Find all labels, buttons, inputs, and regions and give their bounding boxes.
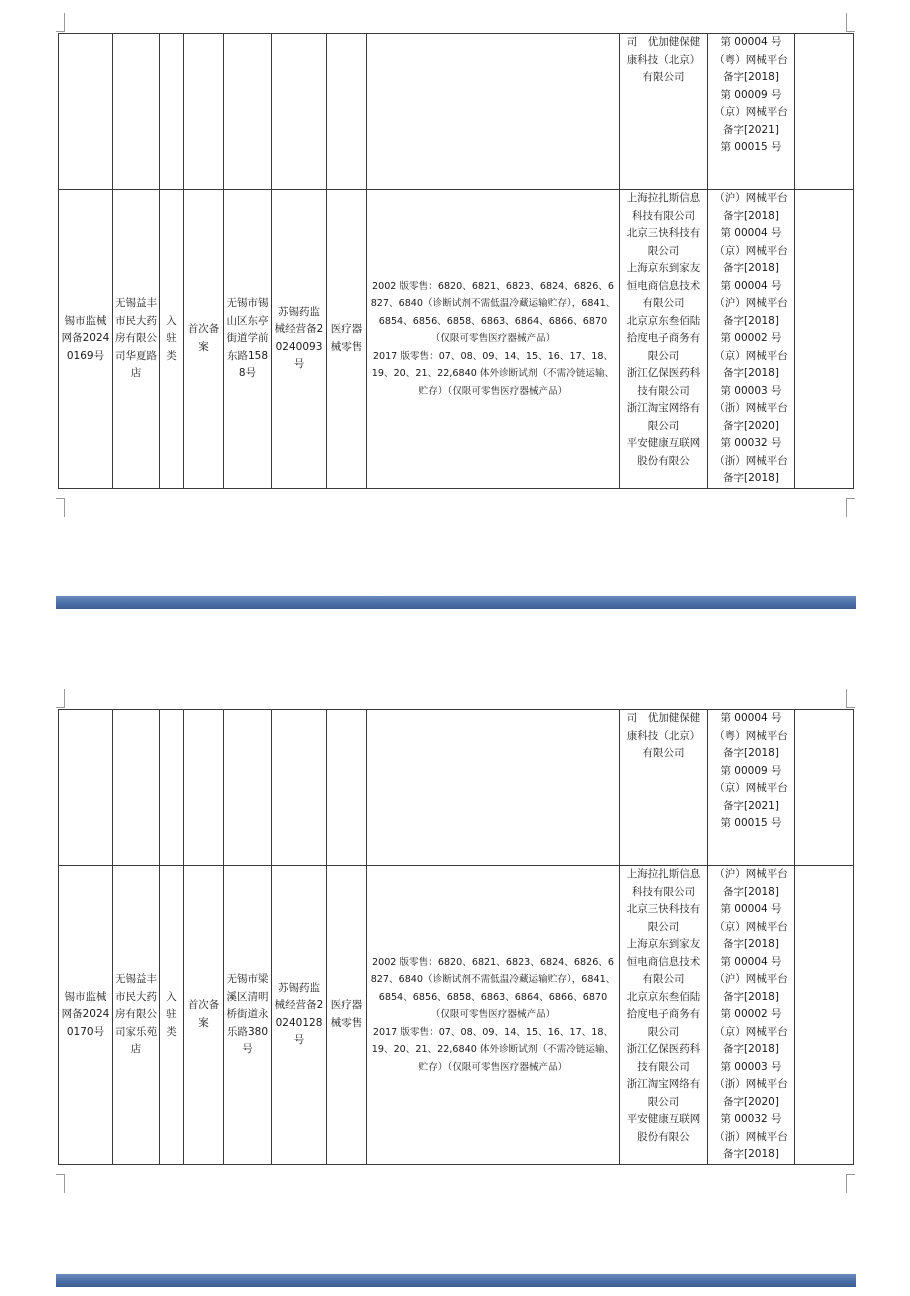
cell-entry-type [160, 710, 184, 866]
scope-2002: 2002 版零售：6820、6821、6823、6824、6826、6827、6840（诊断试剂不需低温冷藏运输贮存），6841、6854、6856、6858、6863、6864、6866、6870（仅限可零售医疗器械产品） [370, 280, 616, 344]
crop-mark-top-right [846, 689, 855, 708]
cell-record-numbers [708, 710, 795, 866]
crop-mark-top-right [846, 13, 855, 32]
platform-name: 司 优加健保健康科技（北京）有限公司 [626, 712, 701, 759]
record-line: （浙）网械平台备字[2020] [714, 402, 788, 432]
cell-platforms [620, 866, 708, 1165]
cell-address [224, 710, 272, 866]
record-line: 第 00009 号 [720, 88, 782, 101]
cell-entry-type [160, 34, 184, 190]
cell-category [327, 710, 367, 866]
scope-2017: 2017 版零售：07、08、09、14、15、16、17、18、19、20、21、22,6840 体外诊断试剂（不需冷链运输、贮存）（仅限可零售医疗器械产品） [371, 350, 615, 397]
platform-name: 北京京东叁佰陆拾度电子商务有限公司 [626, 314, 701, 362]
platform-name: 北京京东叁佰陆拾度电子商务有限公司 [626, 990, 701, 1038]
cell-filing-type [184, 34, 224, 190]
continued-row [59, 34, 854, 190]
cell-category: 医疗器械零售 [327, 866, 367, 1165]
scope-2017: 2017 版零售：07、08、09、14、15、16、17、18、19、20、21、22,6840 体外诊断试剂（不需冷链运输、贮存）（仅限可零售医疗器械产品） [371, 1026, 615, 1073]
record-line: 第 00004 号 [720, 227, 782, 239]
record-line: （沪）网械平台备字[2018] [714, 297, 788, 327]
record-line: 第 00003 号 [720, 1060, 782, 1073]
record-line: （沪）网械平台备字[2018] [714, 192, 788, 222]
crop-mark-bottom-left [56, 498, 65, 517]
cell-record-numbers [708, 866, 795, 1165]
cell-remark [795, 34, 854, 190]
record-line: 第 00003 号 [720, 384, 782, 397]
record-line: 第 00004 号 [720, 955, 782, 968]
record-line: 第 00015 号 [720, 141, 782, 153]
cell-address: 无锡市梁溪区清明桥街道永乐路380号 [224, 866, 272, 1165]
filing-table [58, 33, 854, 489]
crop-mark-top-left [56, 689, 65, 708]
record-line: 第 00009 号 [720, 764, 782, 777]
platform-name: 浙江亿保医药科技有限公司 [626, 367, 701, 397]
continued-row [59, 710, 854, 866]
platform-name: 司 优加健保健康科技（北京）有限公司 [626, 36, 701, 83]
cell-remark [795, 866, 854, 1165]
platform-name: 平安健康互联网股份有限公 [626, 1113, 701, 1143]
platform-name: 上海京东到家友恒电商信息技术有限公司 [626, 938, 701, 985]
crop-mark-bottom-right [846, 498, 855, 517]
cell-category [327, 34, 367, 190]
record-line: （京）网械平台备字[2018] [714, 920, 788, 950]
cell-scope [367, 710, 620, 866]
cell-reg-no: 锡市监械网备20240170号 [59, 866, 113, 1165]
record-line: （浙）网械平台备字[2020] [714, 1078, 788, 1108]
record-line: （浙）网械平台备字[2018] [714, 454, 788, 484]
cell-reg-no [59, 34, 113, 190]
table-row [59, 190, 854, 489]
page-separator [56, 596, 856, 609]
cell-company: 无锡益丰市民大药房有限公司华夏路店 [113, 190, 160, 489]
record-line: 第 00002 号 [720, 332, 782, 344]
cell-remark [795, 710, 854, 866]
cell-license [272, 34, 327, 190]
crop-mark-top-left [56, 13, 65, 32]
record-line: （沪）网械平台备字[2018] [714, 973, 788, 1003]
document-page-2 [0, 676, 910, 1296]
crop-mark-bottom-left [56, 1174, 65, 1193]
platform-name: 平安健康互联网股份有限公 [626, 437, 701, 467]
cell-category: 医疗器械零售 [327, 190, 367, 489]
cell-filing-type: 首次备案 [184, 190, 224, 489]
cell-filing-type: 首次备案 [184, 866, 224, 1165]
record-line: （粤）网械平台备字[2018] [714, 729, 788, 759]
cell-scope [367, 34, 620, 190]
cell-address [224, 34, 272, 190]
record-line: （沪）网械平台备字[2018] [714, 868, 788, 898]
cell-company [113, 710, 160, 866]
record-line: （京）网械平台备字[2018] [714, 244, 788, 274]
cell-remark [795, 190, 854, 489]
cell-reg-no: 锡市监械网备20240169号 [59, 190, 113, 489]
cell-license [272, 710, 327, 866]
cell-filing-type [184, 710, 224, 866]
record-line: 第 00032 号 [720, 437, 782, 449]
scope-2002: 2002 版零售：6820、6821、6823、6824、6826、6827、6840（诊断试剂不需低温冷藏运输贮存），6841、6854、6856、6858、6863、6864、6866、6870（仅限可零售医疗器械产品） [370, 956, 616, 1020]
platform-name: 浙江亿保医药科技有限公司 [626, 1043, 701, 1073]
cell-record-numbers [708, 190, 795, 489]
record-line: 第 00004 号 [720, 279, 782, 292]
record-line: （京）网械平台备字[2018] [714, 1025, 788, 1055]
page-separator [56, 1274, 856, 1287]
platform-name: 上海拉扎斯信息科技有限公司 [626, 868, 701, 898]
cell-entry-type: 入驻类 [160, 866, 184, 1165]
record-line: （京）网械平台备字[2021] [714, 106, 788, 136]
platform-name: 北京三快科技有限公司 [626, 903, 701, 933]
table-row [59, 866, 854, 1165]
record-line: 第 00015 号 [720, 817, 782, 829]
record-line: 第 00032 号 [720, 1113, 782, 1125]
platform-name: 浙江淘宝网络有限公司 [626, 1078, 701, 1108]
cell-scope [367, 866, 620, 1165]
cell-scope [367, 190, 620, 489]
crop-mark-bottom-right [846, 1174, 855, 1193]
record-line: （粤）网械平台备字[2018] [714, 53, 788, 83]
cell-record-numbers [708, 34, 795, 190]
record-line: 第 00002 号 [720, 1008, 782, 1020]
filing-table [58, 709, 854, 1165]
record-line: 第 00004 号 [720, 36, 782, 48]
record-line: （京）网械平台备字[2021] [714, 782, 788, 812]
platform-name: 上海拉扎斯信息科技有限公司 [626, 192, 701, 222]
cell-license: 苏锡药监械经营备20240128号 [272, 866, 327, 1165]
record-line: 第 00004 号 [720, 903, 782, 915]
record-line: （浙）网械平台备字[2018] [714, 1130, 788, 1160]
cell-address: 无锡市锡山区东亭街道学前东路1588号 [224, 190, 272, 489]
cell-platforms [620, 34, 708, 190]
cell-reg-no [59, 710, 113, 866]
cell-company [113, 34, 160, 190]
cell-company: 无锡益丰市民大药房有限公司家乐苑店 [113, 866, 160, 1165]
document-page-1 [0, 0, 910, 610]
record-line: （京）网械平台备字[2018] [714, 349, 788, 379]
platform-name: 浙江淘宝网络有限公司 [626, 402, 701, 432]
cell-platforms [620, 190, 708, 489]
platform-name: 上海京东到家友恒电商信息技术有限公司 [626, 262, 701, 309]
cell-entry-type: 入驻类 [160, 190, 184, 489]
record-line: 第 00004 号 [720, 712, 782, 724]
cell-platforms [620, 710, 708, 866]
platform-name: 北京三快科技有限公司 [626, 227, 701, 257]
cell-license: 苏锡药监械经营备20240093号 [272, 190, 327, 489]
